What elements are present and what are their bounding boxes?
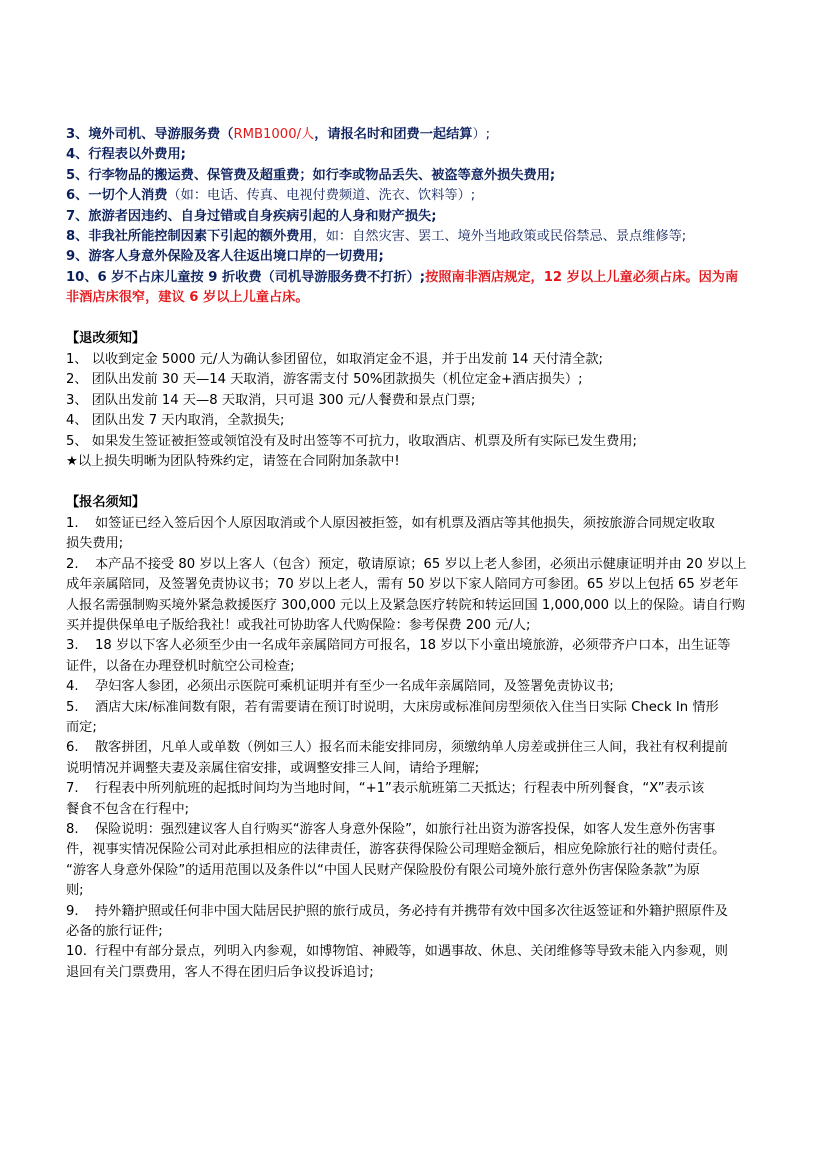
signup-item <box>66 514 768 555</box>
signup-item-text: 保险说明：强烈建议客人自行购买“游客人身意外保险”，如旅行社出资为游客投保，如客人发生意外伤害事 <box>95 822 716 837</box>
fee-item-6-detail: （如：电话、传真、电视付费频道、洗衣、饮料等）; <box>167 188 476 204</box>
fee-item-6 <box>66 186 768 206</box>
fee-item-8-title: 8、非我社所能控制因素下引起的额外费用 <box>66 229 313 245</box>
signup-item <box>66 636 768 677</box>
signup-item-text: 孕妇客人参团，必须出示医院可乘机证明并有至少一名成年亲属陪同，及签署免责协议书; <box>95 679 614 695</box>
signup-item-line <box>66 800 768 820</box>
signup-item-text: “游客人身意外保险”的适用范围以及条件以“中国人民财产保险股份有限公司境外旅行意外伤害保险条款”为原 <box>66 862 700 878</box>
signup-item-text: 退回有关门票费用，客人不得在团归后争议投诉追讨; <box>66 964 374 980</box>
signup-item-line <box>66 616 768 636</box>
signup-item-line <box>66 636 768 656</box>
fee-item-6-title: 6、一切个人消费 <box>66 188 168 204</box>
signup-item-line <box>66 922 768 942</box>
signup-item-line <box>66 840 768 860</box>
signup-item <box>66 698 768 739</box>
fee-item-3-note: ，请报名时和团费一起结算 <box>314 127 473 142</box>
signup-item-text: 证件，以备在办理登机时航空公司检查; <box>66 658 295 674</box>
refund-item: 5、 如果发生签证被拒签或领馆没有及时出签等不可抗力，收取酒店、机票及所有实际已发生费用; <box>66 433 637 449</box>
signup-item-text: 损失费用; <box>66 536 124 552</box>
signup-section-title: 【报名须知】 <box>66 494 146 510</box>
refund-item: 1、 以收到定金 5000 元/人为确认参团留位，如取消定金不退，并于出发前 14 天付清全款; <box>66 352 603 368</box>
signup-item-number: 1. <box>66 515 79 531</box>
signup-item-text: 如签证已经入签后因个人原因取消或个人原因被拒签，如有机票及酒店等其他损失，须按旅游合同规定收取 <box>95 515 715 531</box>
refund-note: ★以上损失明晰为团队特殊约定，请签在合同附加条款中! <box>66 454 400 470</box>
signup-item-line <box>66 555 768 575</box>
signup-item-line <box>66 902 768 922</box>
refund-list <box>66 350 768 452</box>
signup-item-number: 7. <box>66 781 79 797</box>
signup-item-text: 餐食不包含在行程中; <box>66 801 190 817</box>
signup-item-line <box>66 942 768 962</box>
signup-item-number: 4. <box>66 679 79 695</box>
signup-item <box>66 942 768 983</box>
refund-item: 4、 团队出发 7 天内取消，全款损失; <box>66 413 285 429</box>
fee-item-10 <box>66 268 768 288</box>
signup-item <box>66 677 768 697</box>
fee-item-10-title: 10、6 岁不占床儿童按 9 折收费（司机导游服务费不打折）; <box>66 269 426 285</box>
fee-amount: RMB1000/人 <box>233 127 315 142</box>
signup-item-text: 本产品不接受 80 岁以上客人（包含）预定，敬请原谅；65 岁以上老人参团，必须出示健康证明并由 20 岁以上 <box>95 556 747 572</box>
signup-item-number: 5. <box>66 699 79 715</box>
signup-item-text: 买并提供保单电子版给我社！或我社可协助客人代购保险：参考保费 200 元/人; <box>66 617 531 633</box>
signup-item-line <box>66 861 768 881</box>
signup-item-line <box>66 677 768 697</box>
refund-item: 2、 团队出发前 30 天—14 天取消，游客需支付 50%团款损失（机位定金+酒店损失）; <box>66 372 583 388</box>
signup-item-number: 9. <box>66 903 79 919</box>
signup-item <box>66 902 768 943</box>
signup-item-text: 18 岁以下客人必须至少由一名成年亲属陪同方可报名，18 岁以下小童出境旅游，必须带齐户口本，出生证等 <box>95 638 731 654</box>
signup-item-text: 而定; <box>66 719 97 735</box>
signup-item-text: 必备的旅行证件; <box>66 924 163 940</box>
signup-item <box>66 555 768 637</box>
signup-item-text: 则; <box>66 883 84 899</box>
signup-item <box>66 738 768 779</box>
signup-item-line <box>66 534 768 554</box>
signup-item <box>66 820 768 902</box>
fee-item-4: 4、行程表以外费用; <box>66 147 186 163</box>
fee-item-3-end: ）; <box>472 127 491 142</box>
signup-item-line <box>66 759 768 779</box>
document-page <box>66 125 768 983</box>
signup-item-line <box>66 779 768 799</box>
refund-item: 3、 团队出发前 14 天—8 天取消，只可退 300 元/人餐费和景点门票; <box>66 392 476 408</box>
fee-item-9: 9、游客人身意外保险及客人往返出境口岸的一切费用; <box>66 249 384 265</box>
signup-item-text: 人报名需强制购买境外紧急救援医疗 300,000 元以上及紧急医疗转院和转运回国 1,000,000 以上的保险。请自行购 <box>66 597 746 613</box>
signup-item-text: 酒店大床/标准间数有限，若有需要请在预订时说明，大床房或标准间房型须依入住当日实际 Check In 情形 <box>95 699 719 715</box>
signup-item-number: 2. <box>66 556 79 572</box>
signup-item-line <box>66 820 768 840</box>
refund-section-title: 【退改须知】 <box>66 330 146 346</box>
signup-item-text: 散客拼团，凡单人或单数（例如三人）报名而未能安排同房，须缴纳单人房差或拼住三人间，我社有权利提前 <box>95 740 728 756</box>
fee-item-10-warning-cont: 非酒店床很窄，建议 6 岁以上儿童占床。 <box>66 290 309 306</box>
fee-item-3 <box>66 125 768 145</box>
signup-item-number: 3. <box>66 638 79 654</box>
signup-item-line <box>66 963 768 983</box>
fee-item-10-warning: 按照南非酒店规定，12 岁以上儿童必须占床。因为南 <box>425 269 739 285</box>
signup-item-number: 6. <box>66 740 79 756</box>
signup-item-line <box>66 657 768 677</box>
signup-item-text: 件，视事实情况保险公司对此承担相应的法律责任，游客获得保险公司理赔金额后，相应免除旅行社的赔付责任。 <box>66 842 726 858</box>
signup-item-text: 行程中有部分景点，列明入内参观，如博物馆、神殿等，如遇事故、休息、关闭维修等导致未能入内参观，则 <box>95 944 728 960</box>
signup-item-number: 10. <box>66 944 87 960</box>
signup-item-number: 8. <box>66 822 79 837</box>
fee-item-5: 5、行李物品的搬运费、保管费及超重费；如行李或物品丢失、被盗等意外损失费用; <box>66 167 556 183</box>
signup-item-line <box>66 575 768 595</box>
signup-item-line <box>66 596 768 616</box>
signup-item-line <box>66 738 768 758</box>
signup-item-text: 成年亲属陪同，及签署免责协议书；70 岁以上老人，需有 50 岁以下家人陪同方可参团。65 岁以上包括 65 岁老年 <box>66 577 739 593</box>
fee-item-3-text: 3、境外司机、导游服务费（ <box>66 127 234 142</box>
signup-item-line <box>66 881 768 901</box>
fee-item-8-detail: ，如：自然灾害、罢工、境外当地政策或民俗禁忌、景点维修等; <box>312 229 687 245</box>
signup-item-line <box>66 514 768 534</box>
signup-item-text: 行程表中所列航班的起抵时间均为当地时间，“+1”表示航班第二天抵达；行程表中所列餐食，“X”表示该 <box>95 781 705 797</box>
fee-item-7: 7、旅游者因违约、自身过错或自身疾病引起的人身和财产损失; <box>66 208 437 224</box>
signup-list <box>66 514 768 983</box>
signup-item-line <box>66 718 768 738</box>
signup-item-text: 持外籍护照或任何非中国大陆居民护照的旅行成员，务必持有并携带有效中国多次往返签证和外籍护照原件及 <box>95 903 728 919</box>
signup-item-line <box>66 698 768 718</box>
fee-item-8 <box>66 227 768 247</box>
signup-item <box>66 779 768 820</box>
signup-item-text: 说明情况并调整夫妻及亲属住宿安排，或调整安排三人间，请给予理解; <box>66 760 480 776</box>
